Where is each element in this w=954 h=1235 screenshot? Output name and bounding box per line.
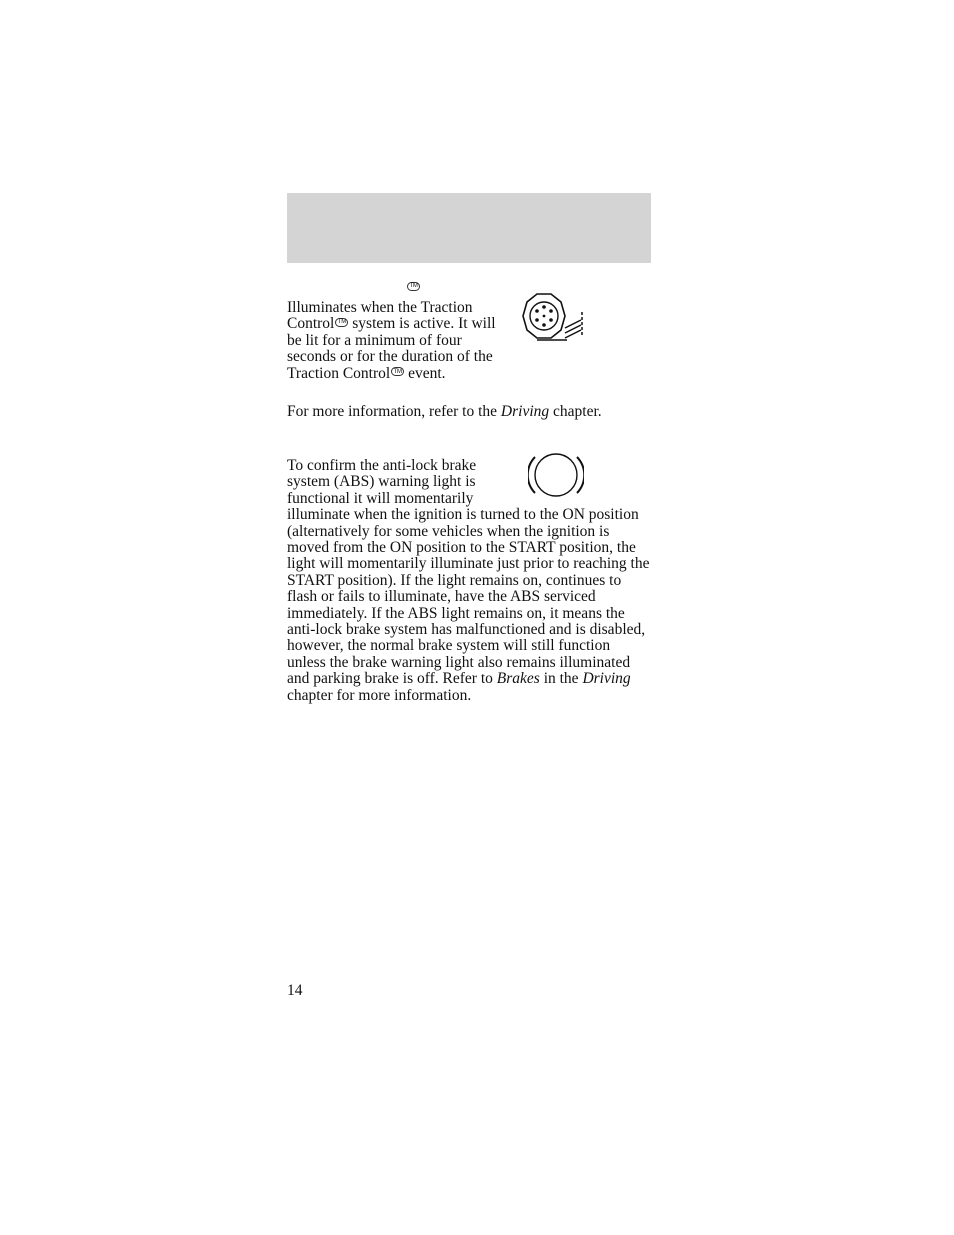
trademark-symbol: TM xyxy=(335,318,348,327)
page-number: 14 xyxy=(287,982,303,999)
trademark-symbol: TM xyxy=(391,367,404,376)
traction-control-paragraph: Illuminates when the Traction Control TM system is active. It will be lit for a minimum of four seconds or for the duration of the Traction Control TM event. xyxy=(287,300,651,382)
driving-reference: For more information, refer to the Driving chapter. xyxy=(287,403,602,420)
section-header-band xyxy=(287,193,651,263)
abs-paragraph: To confirm the anti-lock brake system (ABS) warning light is functional it will momentarily illuminate when the ignition is turned to the ON position (alternatively for some vehicles when the ignition is moved from the ON position to the START position, the light will momentarily illuminate just prior to reaching the START position). If the light remains on, continues to flash or fails to illuminate, have the ABS serviced immediately. If the ABS light remains on, it means the anti-lock brake system has malfunctioned and is disabled, however, the normal brake system will still function unless the brake warning light also remains illuminated and parking brake is off. Refer to Brakes in the Driving chapter for more information. xyxy=(287,458,651,704)
trademark-mark xyxy=(406,279,420,297)
traction-control-icon xyxy=(519,292,599,358)
abs-warning-icon xyxy=(528,451,584,499)
trademark-symbol: TM xyxy=(407,282,420,291)
